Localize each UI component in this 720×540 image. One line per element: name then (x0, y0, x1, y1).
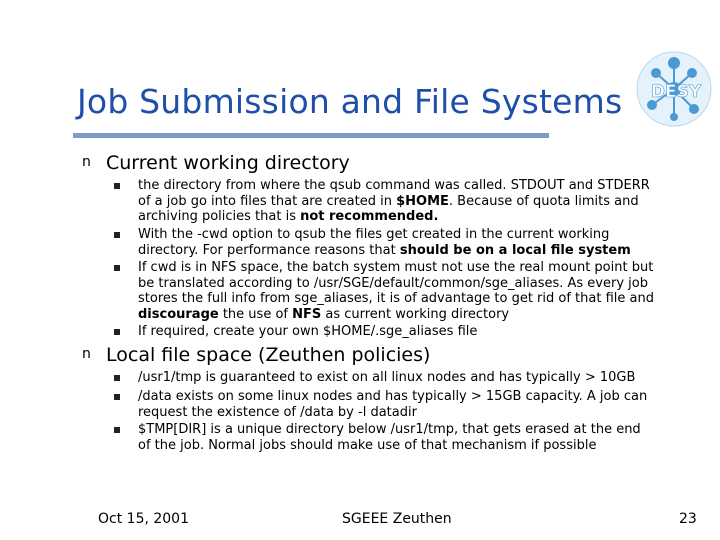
bullet-text-line: of a job go into files that are created in (138, 193, 397, 209)
bold-text: $HOME (396, 193, 449, 209)
small-square-bullet-icon (114, 232, 120, 238)
page-number: 23 (679, 511, 697, 527)
title-underline (73, 133, 549, 138)
square-bullet-icon: n (82, 154, 91, 170)
bullet-text-line: With the -cwd option to qsub the files get created in the current working (138, 227, 610, 242)
bullet-text-line: /usr1/tmp is guaranteed to exist on all linux nodes and has typically > 10GB (138, 370, 636, 385)
bullet-text-line: archiving policies that is (138, 209, 301, 224)
bullet-text-line: request the existence of /data by -l datadir (138, 404, 417, 420)
small-square-bullet-icon (114, 427, 120, 433)
footer-date: Oct 15, 2001 (98, 511, 189, 527)
small-square-bullet-icon (114, 394, 120, 400)
bullet-text-line: as current working directory (321, 306, 510, 322)
small-square-bullet-icon (114, 329, 120, 335)
square-bullet-icon: n (82, 346, 91, 362)
bullet-text-line: of the job. Normal jobs should make use of that mechanism if possible (138, 437, 597, 453)
section-heading-text: Local file space (Zeuthen policies) (106, 344, 431, 366)
bullet-text-line: . Because of quota limits and (448, 193, 639, 209)
bullet-text-line: stores the full info from sge_aliases, it is of advantage to get rid of that file and (138, 291, 654, 306)
bold-text: discourage (138, 306, 219, 322)
slide-title: Job Submission and File Systems (77, 82, 623, 121)
desy-logo (634, 49, 718, 133)
bold-text: NFS (292, 306, 322, 322)
bullet-text-line: $TMP[DIR] is a unique directory below /usr1/tmp, that gets erased at the end (138, 422, 641, 437)
bullet-text-line: the directory from where the qsub command was called. STDOUT and STDERR (138, 178, 650, 193)
logo-text: DESY (650, 82, 702, 102)
small-square-bullet-icon (114, 265, 120, 271)
small-square-bullet-icon (114, 375, 120, 381)
bold-text: not recommended. (300, 209, 439, 224)
bold-text: should be on a local file system (399, 242, 631, 258)
bullet-text-line: If required, create your own $HOME/.sge_aliases file (138, 324, 478, 339)
section-heading-text: Current working directory (106, 152, 350, 174)
small-square-bullet-icon (114, 183, 120, 189)
bullet-text-line: directory. For performance reasons that (138, 242, 400, 258)
footer-center-text: SGEEE Zeuthen (342, 511, 452, 527)
bullet-text-line: be translated according to /usr/SGE/default/common/sge_aliases. As every job (138, 275, 648, 291)
bullet-text-line: If cwd is in NFS space, the batch system must not use the real mount point but (138, 260, 654, 275)
bullet-text-line: the use of (218, 306, 293, 322)
bullet-text-line: /data exists on some linux nodes and has typically > 15GB capacity. A job can (138, 389, 648, 404)
